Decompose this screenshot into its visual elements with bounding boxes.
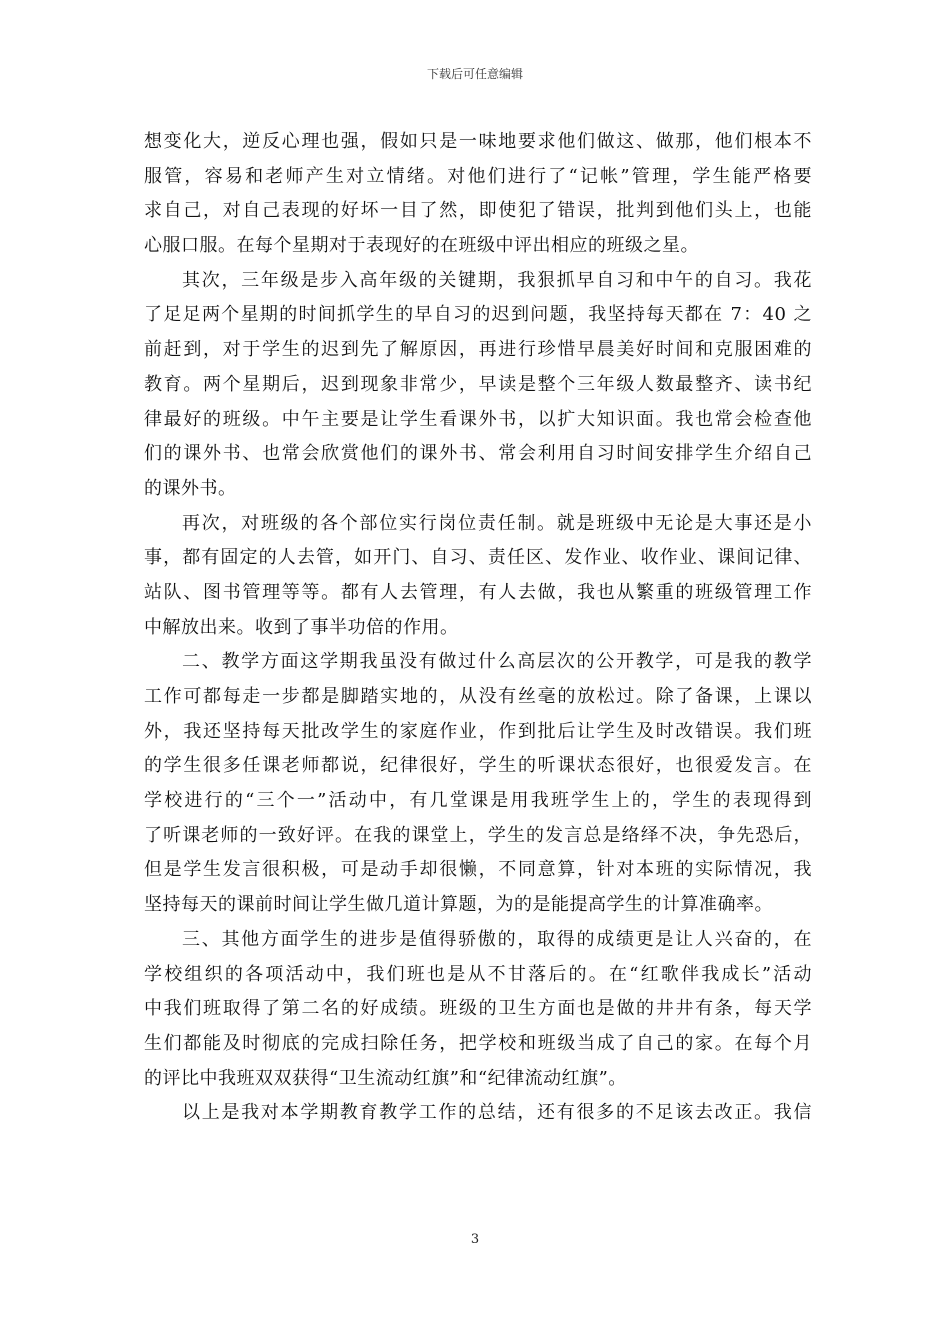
paragraph: [144, 264, 812, 507]
text-line: 外，我还坚持每天批改学生的家庭作业，作到批后让学生及时改错误。我们班: [144, 720, 812, 742]
text-line: 前赶到，对于学生的迟到先了解原因，再进行珍惜早晨美好时间和克服困难的: [144, 339, 812, 361]
text-line: 坚持每天的课前时间让学生做几道计算题，为的是能提高学生的计算准确率。: [144, 894, 773, 916]
text-line: 工作可都每走一步都是脚踏实地的，从没有丝毫的放松过。除了备课，上课以: [144, 686, 812, 707]
paragraph: [144, 507, 812, 646]
text-line: 想变化大，逆反心理也强，假如只是一味地要求他们做这、做那，他们根本不: [144, 131, 812, 152]
text-line: 但是学生发言很积极，可是动手却很懒，不同意算，针对本班的实际情况，我: [144, 859, 812, 881]
text-line: 的评比中我班双双获得“卫生流动红旗”和“纪律流动红旗”。: [144, 1067, 627, 1089]
text-line: 教育。两个星期后，迟到现象非常少，早读是整个三年级人数最整齐、读书纪: [144, 373, 812, 395]
text-line: 了足足两个星期的时间抓学生的早自习的迟到问题，我坚持每天都在 7：40 之: [144, 304, 812, 326]
text-line: 二、教学方面这学期我虽没有做过什么高层次的公开教学，可是我的教学: [182, 651, 812, 673]
text-line: 其次，三年级是步入高年级的关键期，我狠抓早自习和中午的自习。我花: [182, 269, 812, 291]
text-line: 学校进行的“三个一”活动中，有几堂课是用我班学生上的，学生的表现得到: [144, 790, 812, 812]
paragraph: [144, 125, 812, 264]
text-line: 服管，容易和老师产生对立情绪。对他们进行了“记帐”管理，学生能严格要: [144, 165, 812, 187]
text-line: 律最好的班级。中午主要是让学生看课外书，以扩大知识面。我也常会检查他: [144, 408, 812, 430]
text-line: 三、其他方面学生的进步是值得骄傲的，取得的成绩更是让人兴奋的，在: [182, 928, 812, 950]
text-line: 学校组织的各项活动中，我们班也是从不甘落后的。在“红歌伴我成长”活动: [144, 963, 812, 985]
text-line: 了听课老师的一致好评。在我的课堂上，学生的发言总是络绎不决，争先恐后，: [144, 824, 812, 846]
document-body: [144, 125, 812, 1131]
text-line: 事，都有固定的人去管，如开门、自习、责任区、发作业、收作业、课间记律、: [144, 547, 812, 569]
text-line: 中解放出来。收到了事半功倍的作用。: [144, 616, 459, 638]
paragraph: [144, 645, 812, 923]
text-line: 站队、图书管理等等。都有人去管理，有人去做，我也从繁重的班级管理工作: [144, 581, 812, 603]
paragraph: [144, 923, 812, 1096]
page-header: 下载后可任意编辑: [426, 67, 523, 81]
text-line: 以上是我对本学期教育教学工作的总结，还有很多的不足该去改正。我信: [182, 1102, 812, 1124]
paragraph: [144, 1096, 812, 1131]
text-line: 的学生很多任课老师都说，纪律很好，学生的听课状态很好，也很爱发言。在: [144, 755, 812, 777]
text-line: 心服口服。在每个星期对于表现好的在班级中评出相应的班级之星。: [144, 235, 699, 257]
text-line: 生们都能及时彻底的完成扫除任务，把学校和班级当成了自己的家。在每个月: [144, 1032, 812, 1054]
text-line: 求自己，对自己表现的好坏一目了然，即使犯了错误，批判到他们头上，也能: [144, 200, 812, 222]
page-number: 3: [470, 1232, 480, 1247]
text-line: 中我们班取得了第二名的好成绩。班级的卫生方面也是做的井井有条，每天学: [144, 998, 812, 1020]
text-line: 们的课外书、也常会欣赏他们的课外书、常会利用自习时间安排学生介绍自己: [144, 443, 812, 465]
text-line: 的课外书。: [144, 477, 237, 499]
text-line: 再次，对班级的各个部位实行岗位责任制。就是班级中无论是大事还是小: [182, 512, 812, 534]
